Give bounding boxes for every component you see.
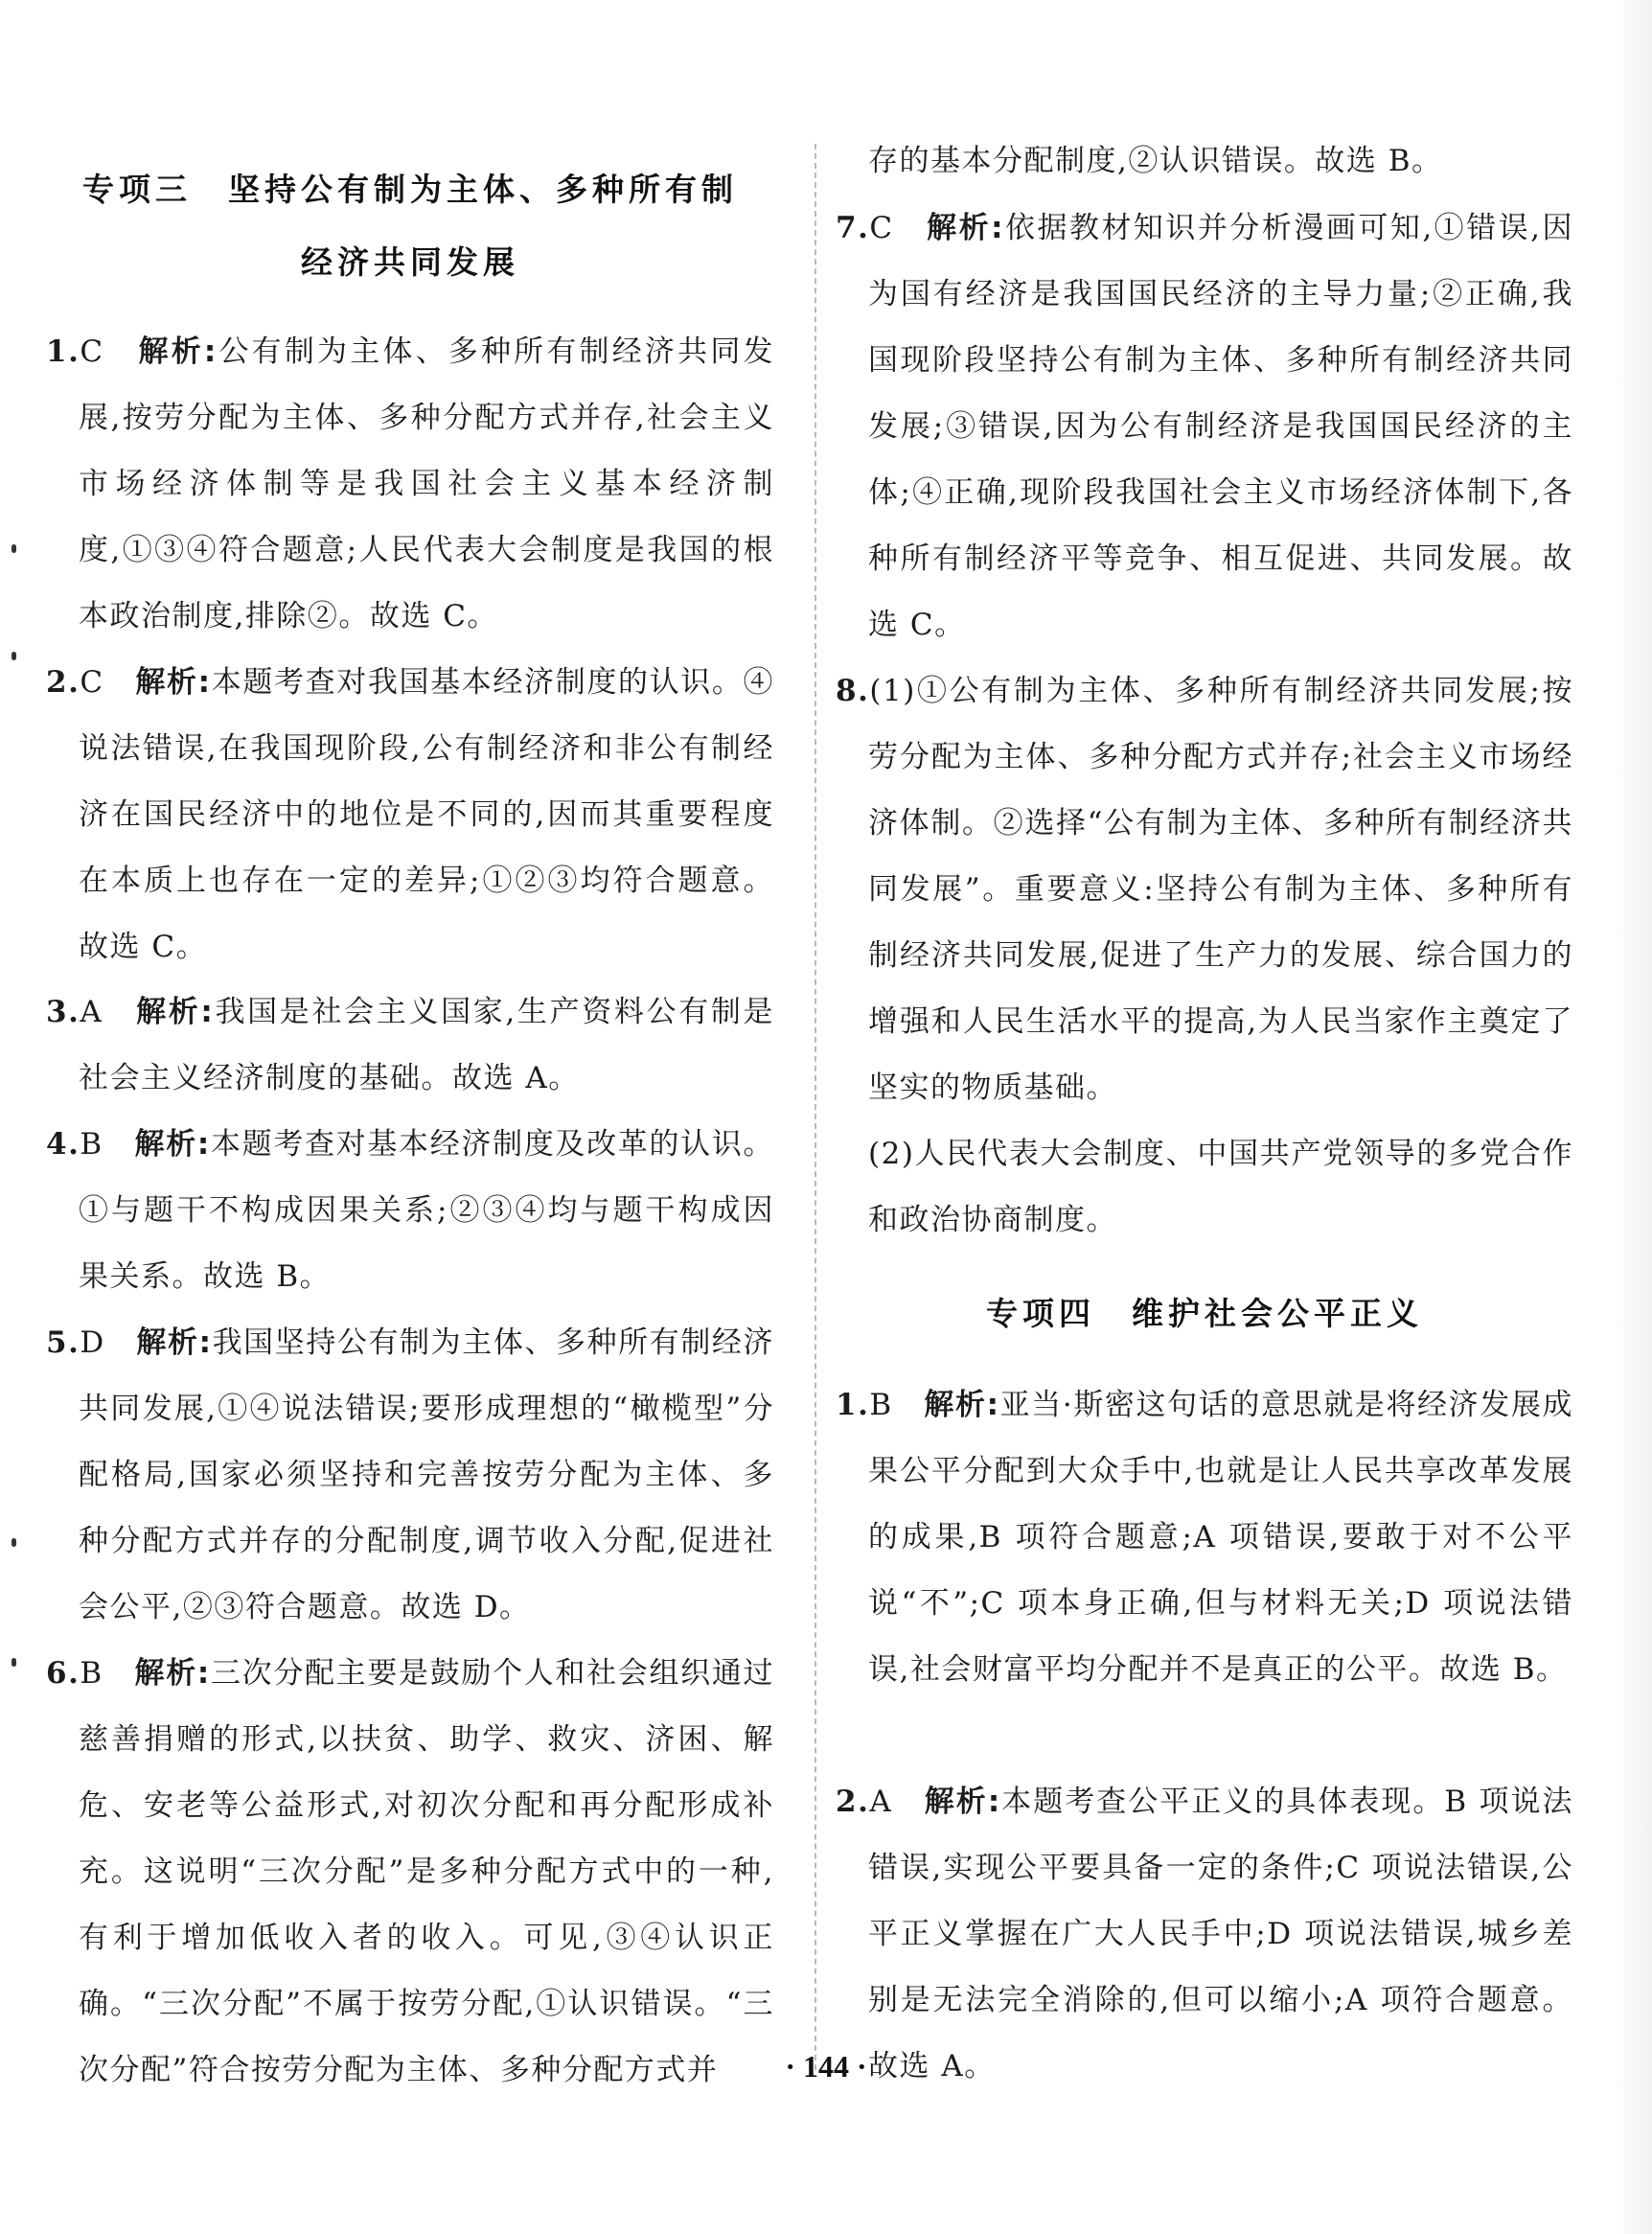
item-explanation: 本题考查公平正义的具体表现。B 项说法错误,实现公平要具备一定的条件;C 项说法错误,公平正义掌握在广大人民手中;D 项说法错误,城乡差别是无法完全消除的,但可以缩小;A 项符合题意。故选 A。: [868, 1785, 1574, 2084]
item-number: 2.: [46, 665, 80, 700]
item-number: 5.: [46, 1325, 80, 1360]
continued-explanation: [836, 128, 1573, 195]
item-number: 1.: [836, 1388, 870, 1422]
analysis-label: 解析:: [924, 1785, 1001, 1819]
answer-item: [46, 979, 774, 1112]
item-explanation: 三次分配主要是鼓励个人和社会组织通过慈善捐赠的形式,以扶贫、助学、救灾、济困、解危、安老等公益形式,对初次分配和再分配形成补充。这说明“三次分配”是多种分配方式中的一种,有利于增加低收入者的收入。可见,③④认识正确。“三次分配”不属于按劳分配,①认识错误。“三次分配”符合按劳分配为主体、多种分配方式并: [79, 1656, 775, 2087]
answer-item: [46, 1310, 774, 1641]
item-8-part-1: (1)①公有制为主体、多种所有制经济共同发展;按劳分配为主体、多种分配方式并存;社会主义市场经济体制。②选择“公有制为主体、多种所有制经济共同发展”。重要意义:坚持公有制为主体、多种所有制经济共同发展,促进了生产力的发展、综合国力的增强和人民生活水平的提高,为人民当家作主奠定了坚实的物质基础。: [868, 674, 1573, 1105]
item-number: 2.: [836, 1785, 870, 1819]
column-divider: [815, 144, 816, 2070]
analysis-label: 解析:: [134, 1127, 211, 1162]
page-number: · 144 ·: [785, 2049, 867, 2084]
answer-item: [836, 1372, 1573, 1703]
margin-binding-dot: [11, 1538, 16, 1547]
answer-item: [46, 1641, 774, 2104]
item-number: 3.: [46, 995, 80, 1029]
item-answer: B: [80, 1656, 103, 1691]
item-number: 1.: [46, 334, 80, 369]
item-explanation: 我国坚持公有制为主体、多种所有制经济共同发展,①④说法错误;要形成理想的“橄榄型”分配格局,国家必须坚持和完善按劳分配为主体、多种分配方式并存的分配制度,调节收入分配,促进社会公平,②③符合题意。故选 D。: [79, 1325, 775, 1624]
item-number: 6.: [46, 1656, 80, 1691]
analysis-label: 解析:: [135, 665, 212, 700]
item-explanation: 亚当·斯密这句话的意思就是将经济发展成果公平分配到大众手中,也就是让人民共享改革发展的成果,B 项符合题意;A 项错误,要敢于对不公平说“不”;C 项本身正确,但与材料无关;D 项说法错误,社会财富平均分配并不是真正的公平。故选 B。: [868, 1388, 1573, 1687]
section-title-4: 专项四 维护社会公平正义: [986, 1295, 1423, 1332]
margin-binding-dot: [11, 652, 16, 660]
analysis-label: 解析:: [924, 1388, 1000, 1422]
item-answer: D: [80, 1325, 105, 1360]
answer-item: [46, 319, 774, 650]
answer-item: [46, 650, 774, 980]
analysis-label: 解析:: [136, 995, 215, 1029]
analysis-label: 解析:: [136, 1325, 213, 1360]
item-explanation: 本题考查对基本经济制度及改革的认识。①与题干不构成因果关系;②③④均与题干构成因果关系。故选 B。: [79, 1127, 775, 1294]
item-answer: A: [869, 1785, 893, 1819]
answer-item-8: [836, 658, 1573, 1254]
item-answer: B: [80, 1127, 103, 1162]
page-edge-shadow: [1614, 0, 1652, 2234]
item-explanation: 我国是社会主义国家,生产资料公有制是社会主义经济制度的基础。故选 A。: [79, 995, 775, 1095]
item-explanation: 本题考查对我国基本经济制度的认识。④说法错误,在我国现阶段,公有制经济和非公有制经济在国民经济中的地位是不同的,因而其重要程度在本质上也存在一定的差异;①②③均符合题意。故选 C。: [79, 665, 775, 964]
section-title-3-line1: 专项三 坚持公有制为主体、多种所有制: [82, 171, 738, 208]
item-number: 7.: [836, 211, 870, 245]
answer-item: [46, 1112, 774, 1310]
item-number: 4.: [46, 1127, 80, 1162]
analysis-label: 解析:: [927, 211, 1004, 245]
item-answer: B: [869, 1388, 893, 1422]
item-answer: C: [80, 665, 104, 700]
item-answer: A: [80, 995, 103, 1029]
answer-item: [836, 196, 1573, 658]
continued-text: 存的基本分配制度,②认识错误。故选 B。: [868, 144, 1443, 178]
item-explanation: 依据教材知识并分析漫画可知,①错误,因为国有经济是我国国民经济的主导力量;②正确,我国现阶段坚持公有制为主体、多种所有制经济共同发展;③错误,因为公有制经济是我国国民经济的主体;④正确,现阶段我国社会主义市场经济体制下,各种所有制经济平等竞争、相互促进、共同发展。故选 C。: [868, 211, 1573, 642]
margin-binding-dot: [11, 544, 16, 553]
analysis-label: 解析:: [138, 334, 218, 369]
section-title-3-line2: 经济共同发展: [301, 243, 519, 281]
margin-binding-dot: [11, 1658, 16, 1667]
item-8-part-2: (2)人民代表大会制度、中国共产党领导的多党合作和政治协商制度。: [868, 1137, 1573, 1237]
item-answer: C: [869, 211, 894, 245]
item-explanation: 公有制为主体、多种所有制经济共同发展,按劳分配为主体、多种分配方式并存,社会主义市场经济体制等是我国社会主义基本经济制度,①③④符合题意;人民代表大会制度是我国的根本政治制度,排除②。故选 C。: [79, 334, 775, 633]
item-number: 8.: [836, 674, 870, 708]
item-answer: C: [80, 334, 104, 369]
analysis-label: 解析:: [134, 1656, 211, 1691]
